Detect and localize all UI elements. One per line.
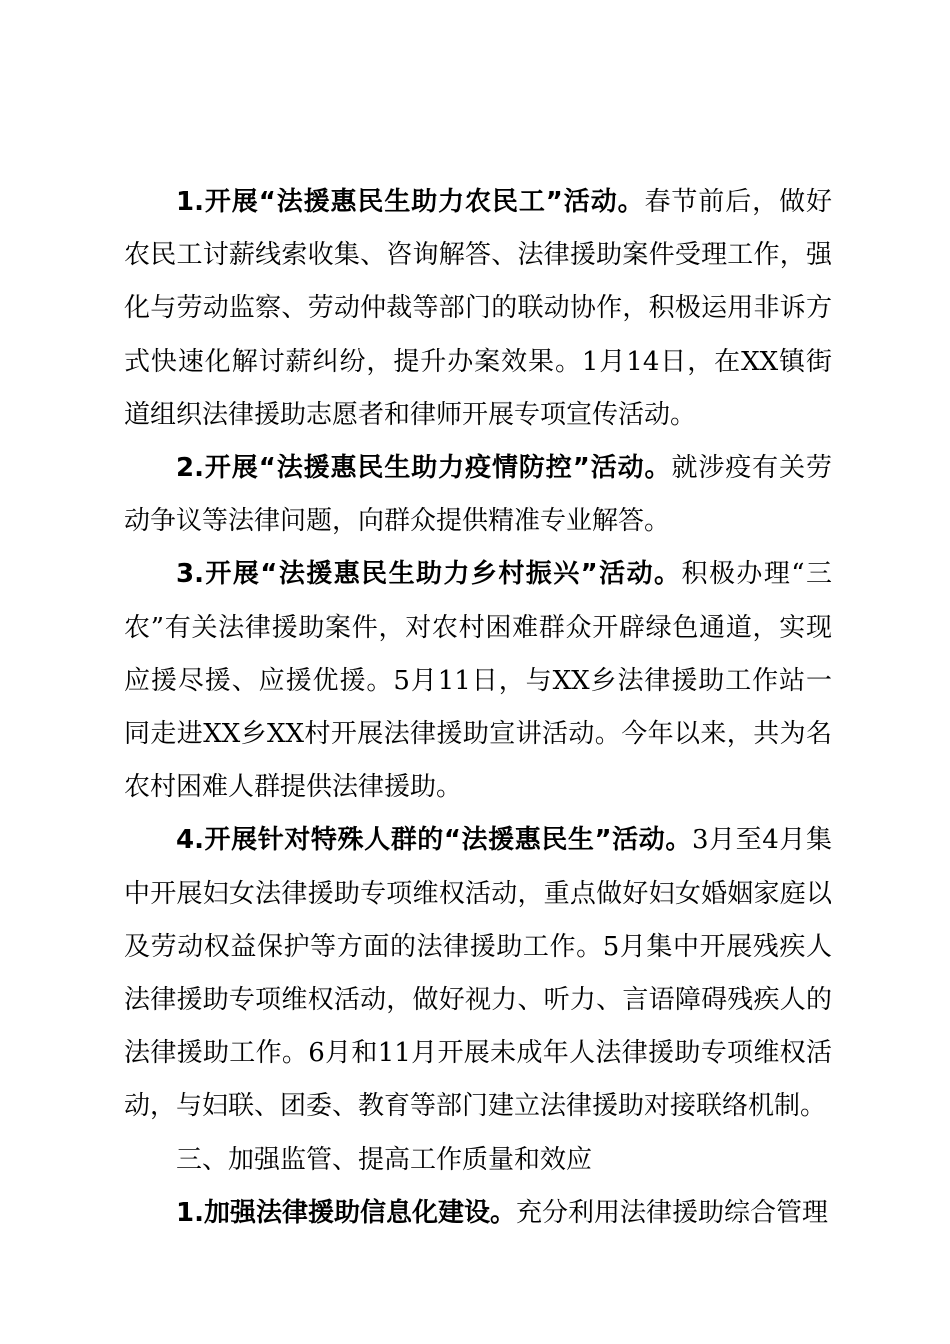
paragraph-body: 积极办理“三农”有关法律援助案件，对农村困难群众开辟绿色通道，实现应援尽援、应援优援。5月11日，与XX乡法律援助工作站一同走进XX乡XX村开展法律援助宣讲活动。今年以来，共为名农村困难人群提供法律援助。 [124,559,832,803]
paragraph-body: 3月至4月集中开展妇女法律援助专项维权活动，重点做好妇女婚姻家庭以及劳动权益保护等方面的法律援助工作。5月集中开展残疾人法律援助专项维权活动，做好视力、听力、言语障碍残疾人的法律援助工作。6月和11月开展未成年人法律援助专项维权活动，与妇联、团委、教育等部门建立法律援助对接联络机制。 [124,825,832,1122]
paragraph-lead: 1.加强法律援助信息化建设。 [176,1197,516,1228]
paragraph-body: 充分利用法律援助综合管理 [515,1197,828,1228]
paragraph-lead: 2.开展“法援惠民生助力疫情防控”活动。 [176,453,672,484]
section-heading: 三、加强监管、提高工作质量和效应 [176,1144,593,1175]
paragraph-special-groups [124,814,832,1133]
paragraph-rural-revitalization [124,548,832,814]
paragraph-lead: 1.开展“法援惠民生助力农民工”活动。 [176,187,645,217]
document-page [124,176,832,1240]
paragraph-informatization [124,1187,832,1240]
paragraph-lead: 3.开展“法援惠民生助力乡村振兴”活动。 [176,559,682,590]
paragraph-body: 春节前后，做好农民工讨薪线索收集、咨询解答、法律援助案件受理工作，强化与劳动监察、劳动仲裁等部门的联动协作，积极运用非诉方式快速化解讨薪纠纷，提升办案效果。1月14日，在XX镇街道组织法律援助志愿者和律师开展专项宣传活动。 [124,187,832,430]
paragraph-lead: 4.开展针对特殊人群的“法援惠民生”活动。 [176,825,692,856]
paragraph-body: 就涉疫有关劳动争议等法律问题，向群众提供精准专业解答。 [124,453,832,537]
paragraph-migrant-workers [124,176,832,442]
paragraph-epidemic-control [124,442,832,548]
